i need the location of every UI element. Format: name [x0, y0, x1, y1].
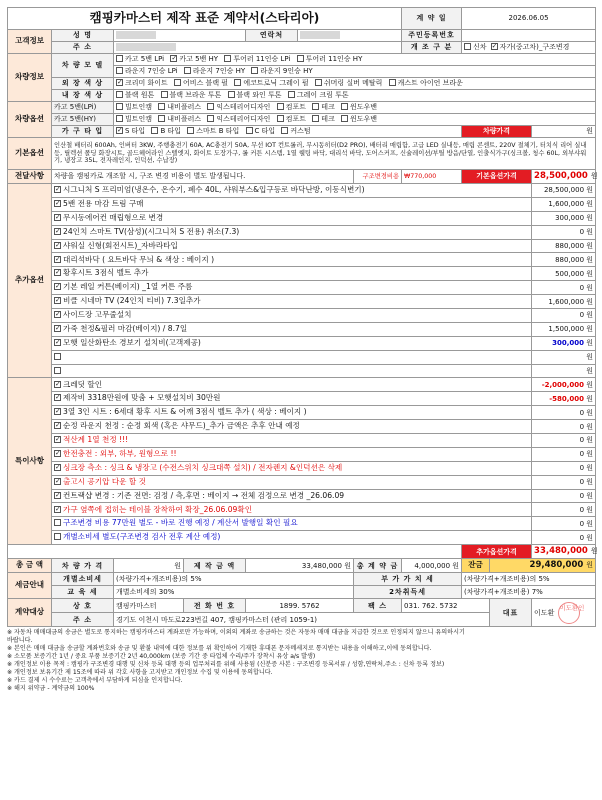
- note-line: ※ 본인은 매매 대금을 송금할 계좌번호와 송금 및 환불 내역에 대한 정보를 위 확인하여 기재한 휴대폰 문자메세지로 통지받는 내용을 이해하고,이에 동의합니다.: [7, 645, 432, 652]
- contact-label: 연락처: [246, 30, 298, 42]
- base-price-label: 기본옵션가격: [462, 170, 532, 184]
- checkbox[interactable]: [277, 103, 284, 110]
- added-option-row: [52, 267, 532, 281]
- checkbox-checked[interactable]: [54, 269, 61, 276]
- note-line: ※ 카드 결제 시 수수료는 고객측에서 부담하게 되심을 인지합니다.: [7, 676, 183, 684]
- furniture-option[interactable]: 커스텀: [281, 127, 310, 135]
- vehicle-option[interactable]: 윈도우밴: [341, 115, 377, 123]
- contract-title: 캠핑카마스터 제작 표준 계약서(스타리아): [8, 8, 402, 30]
- checkbox[interactable]: [389, 79, 396, 86]
- item-text: 제작비 3318만원에 맞춤 + 모햇설치비 30만원: [63, 393, 221, 403]
- item-price: 0 원: [532, 406, 596, 420]
- car-price-label: 차 량 가 격: [52, 559, 114, 573]
- note-line: ※ 자동차 매매대금의 송금은 별도로 통지하는 캠핑카마스터 계좌로만 가능하며, 이외의 계좌로 송금하는 것은 자동차 매매 대금을 지급한 것으로 인정되지 않으니 유의하시기: [7, 629, 465, 637]
- vehicle-option[interactable]: 익스테리어디자인: [207, 103, 270, 111]
- added-option-row: [52, 309, 532, 323]
- education-tax-value: 개별소비세의 30%: [114, 586, 354, 599]
- item-price: 원: [532, 350, 596, 364]
- interior-colors: [114, 90, 596, 102]
- item-text: 싱크장 측소 : 싱크 & 냉장고 (수전스위치 싱크대쪽 설치) / 전자렌지 &인덕션은 삭제: [63, 462, 343, 472]
- checkbox[interactable]: [54, 353, 61, 360]
- contract-table: [7, 7, 596, 627]
- item-text: 기본 레일 커튼(베이지) _1열 커튼 주름: [63, 282, 193, 292]
- delivery-section-label: 전달사항: [8, 170, 52, 184]
- checkbox[interactable]: [184, 67, 191, 74]
- type-used-car[interactable]: ✓ 자가(중고차)_구조변경: [491, 43, 570, 51]
- item-text: 가죽 천정&필러 마감(베이지) / 8.7일: [63, 323, 188, 333]
- checkbox[interactable]: [281, 127, 288, 134]
- item-price: 500,000 원: [532, 267, 596, 281]
- checkbox-checked[interactable]: [54, 436, 61, 443]
- note-line: ※ 개인정보 이용 목적 : 캠핑카 구조변경 대행 및 신차 등록 대행 등의 업무처리를 위해 사용됨 (신분증 사본 : 구조변경 등록서류 / 성함,연락처,주소 : 신차 등록 정보): [7, 660, 445, 668]
- checkbox-checked[interactable]: [116, 127, 123, 134]
- checkbox[interactable]: [315, 79, 322, 86]
- item-price: 0 원: [532, 447, 596, 461]
- checkbox-checked[interactable]: [54, 450, 61, 457]
- item-text: 한전충전 : 외부, 하부, 원형으로 !!: [63, 449, 177, 458]
- checkbox-checked[interactable]: [54, 214, 61, 221]
- item-text: 구조변경 비용 77만원 별도 - 바로 진행 예정 / 계산서 발행일 확인 필요: [63, 518, 298, 528]
- vehicle-model-label: 차 량 모 델: [52, 54, 114, 78]
- checkbox-checked[interactable]: [54, 325, 61, 332]
- item-price: -580,000 원: [532, 392, 596, 406]
- company-address: 경기도 이천시 마도로223번길 407, 캠핑카마스터 (관리 1059-1): [114, 613, 490, 627]
- item-price: 300,000 원: [532, 336, 596, 350]
- item-price: 0 원: [532, 281, 596, 295]
- checkbox-checked[interactable]: [54, 478, 61, 485]
- cargo-hy-label: 카고 5밴(HY): [52, 114, 114, 126]
- vehicle-option[interactable]: 테크: [312, 115, 335, 123]
- added-option-row: [52, 322, 532, 336]
- added-option-row: [52, 239, 532, 253]
- tax-section-label: 세금안내: [8, 573, 52, 599]
- checkbox-checked[interactable]: [54, 381, 61, 388]
- checkbox[interactable]: [54, 367, 61, 374]
- added-total: 33,480,000 원: [532, 545, 596, 559]
- special-note-row: [52, 489, 532, 503]
- acquisition-tax-label: 2차취득세: [354, 586, 462, 599]
- checkbox[interactable]: [158, 115, 165, 122]
- checkbox[interactable]: [187, 127, 194, 134]
- special-note-row: [52, 434, 532, 448]
- checkbox-checked[interactable]: [54, 297, 61, 304]
- checkbox[interactable]: [161, 91, 168, 98]
- item-price: 28,500,000 원: [532, 184, 596, 198]
- conversion-type-label: 개 조 구 분: [402, 42, 462, 54]
- model-option[interactable]: 라운지 9인승 HY: [251, 67, 312, 75]
- basic-options-text: 인산철 배터리 600Ah, 인버터 3KW, 주행충전기 60A, AC충전기 50A, 무선 IOT 컨트롤러, 무시동히터(D2 PRO), 배터리 매립함, 고급 LED 실내등, 매립 콘센트, 220V 절체기, 터치식 리어 실내등, 릴렉션 폴딩 화장시트, 골드헤어라인 스텔엣지, 화이트 도장가구, 롤 커튼 시스템, 1열 웰팅 바닥, 대리석 바닥, 도어스커프, 신슐레이션/부틸 방음/단열, 인출식가구(싱크볼, 청수 60L, 외부샤워기, 냉장고 35L, 전자레인지, 인덕션, 수납장): [52, 138, 596, 170]
- deposit-amount: 4,000,000 원: [402, 559, 462, 573]
- item-text: 5밴 전용 마감 트림 구매: [63, 198, 144, 208]
- checkbox-checked[interactable]: [491, 43, 498, 50]
- checkbox-checked[interactable]: [54, 408, 61, 415]
- exterior-color-option[interactable]: 캐스트 아이언 브라운: [389, 79, 463, 87]
- model-option[interactable]: 카고 5밴 LPi: [116, 55, 164, 63]
- item-price: 1,600,000 원: [532, 197, 596, 211]
- customer-address-field[interactable]: [114, 42, 402, 54]
- customer-contact-field[interactable]: [298, 30, 402, 42]
- checkbox[interactable]: [158, 103, 165, 110]
- structure-fee: ₩770,000: [402, 170, 462, 184]
- item-price: 880,000 원: [532, 239, 596, 253]
- address-label: 주 소: [52, 42, 114, 54]
- checkbox-checked[interactable]: [54, 256, 61, 263]
- item-price: 300,000 원: [532, 211, 596, 225]
- contract-date-label: 계 약 일: [402, 8, 462, 30]
- item-text: 사이드장 고무줄설치: [63, 310, 132, 320]
- model-option[interactable]: ✓ 카고 5밴 HY: [170, 55, 218, 63]
- note-line: 바랍니다.: [7, 637, 33, 645]
- added-option-row: [52, 253, 532, 267]
- delivery-note: 차량을 캠핑카로 개조할 시, 구조 변경 비용이 별도 발생됩니다.: [52, 170, 354, 184]
- cargo-lpi-label: 카고 5밴(LPi): [52, 102, 114, 114]
- structure-fee-label: 구조변경비용: [354, 170, 402, 184]
- checkbox-checked[interactable]: [54, 228, 61, 235]
- customer-name-field[interactable]: [114, 30, 246, 42]
- model-option[interactable]: 투어러 11인승 LPi: [224, 55, 290, 63]
- checkbox[interactable]: [54, 519, 61, 526]
- checkbox[interactable]: [207, 115, 214, 122]
- special-note-row: [52, 420, 532, 434]
- checkbox[interactable]: [246, 127, 253, 134]
- production-amount-label: 제 작 금 액: [184, 559, 246, 573]
- checkbox[interactable]: [54, 533, 61, 540]
- car-price: 원: [114, 559, 184, 573]
- company-name: 캠핑카마스터: [114, 599, 184, 613]
- added-option-row: [52, 225, 532, 239]
- added-option-row: [52, 336, 532, 350]
- added-options: [8, 184, 596, 378]
- note-line: ※ 개인정보 보유기간 제 15조에 따라 위 각호 사항을 고지받고 개인정보 수집 및 이용에 동의합니다.: [7, 668, 273, 676]
- checkbox-checked[interactable]: [54, 186, 61, 193]
- contract-date: 2026.06.05: [462, 8, 596, 30]
- checkbox[interactable]: [174, 79, 181, 86]
- item-price: 원: [532, 364, 596, 378]
- vat-value: (차량가격+개조비용)의 5%: [462, 573, 596, 586]
- checkbox-checked[interactable]: [54, 200, 61, 207]
- item-price: 0 원: [532, 420, 596, 434]
- checkbox[interactable]: [151, 127, 158, 134]
- item-price: 0 원: [532, 461, 596, 475]
- exterior-color-option[interactable]: 에코트로닉 그레이 펄: [234, 79, 308, 87]
- acquisition-tax-value: (차량가격+개조비용) 7%: [462, 586, 596, 599]
- id-number-label: 주민등록번호: [402, 30, 462, 42]
- furniture-option[interactable]: 스마트 B 타입: [187, 127, 239, 135]
- vehicle-option[interactable]: 테크: [312, 103, 335, 111]
- item-price: 0 원: [532, 225, 596, 239]
- item-price: 1,600,000 원: [532, 295, 596, 309]
- item-price: 880,000 원: [532, 253, 596, 267]
- special-note-row: [52, 392, 532, 406]
- item-text: 적산계 1열 천정 !!!: [63, 435, 129, 445]
- item-price: 0 원: [532, 489, 596, 503]
- exterior-color-option[interactable]: 쉬머링 실버 메탈릭: [315, 79, 383, 87]
- exterior-color-option[interactable]: ✓ 크리미 화이트: [116, 79, 168, 87]
- checkbox[interactable]: [116, 115, 123, 122]
- note-line: ※ 소모품 보증기간 1년 / 중요 부품 보증기간 2년 40,000km (보증 기간 중 타업체 수리/주가 장착시 유상 a/s 발생): [7, 652, 316, 660]
- special-section-label: 특이사항: [8, 378, 52, 545]
- base-price: 28,500,000 원: [532, 170, 596, 184]
- phone-number: 1899. 5762: [246, 599, 354, 613]
- basic-options-section-label: 기본옵션: [8, 138, 52, 170]
- fax-number: 031. 762. 5732: [402, 599, 490, 613]
- excise-label: 개별소비세: [52, 573, 114, 586]
- added-option-row: [52, 295, 532, 309]
- item-text: 대리석바닥 ( 요트바닥 무늬 & 색상 : 베이지 ): [63, 254, 215, 264]
- item-text: 시그니처 S 프리미엄(냉온수, 온수기, 폐수 40L, 샤워부스&입구등로 바닥난방, 이동식변기): [63, 185, 365, 195]
- interior-color-label: 내 장 색 상: [52, 90, 114, 102]
- item-text: 무시동에어컨 매립형으로 변경: [63, 212, 164, 222]
- special-note-row: [52, 503, 532, 517]
- checkbox-checked[interactable]: [54, 394, 61, 401]
- model-option[interactable]: 라운지 7인승 LPi: [116, 67, 178, 75]
- special-note-row: [52, 461, 532, 475]
- item-text: 출고시 공기압 다운 할 것: [63, 476, 147, 486]
- added-option-row: [52, 211, 532, 225]
- company-seal: 이도환인: [558, 602, 580, 624]
- vehicle-option[interactable]: 컴포트: [277, 115, 306, 123]
- item-price: 0 원: [532, 503, 596, 517]
- redacted-name: [116, 31, 156, 39]
- checkbox-checked[interactable]: [54, 283, 61, 290]
- furniture-option[interactable]: C 타입: [246, 127, 276, 135]
- excise-value: (차량가격+개조비용)의 5%: [114, 573, 354, 586]
- item-text: 모햇 일산화탄소 경보기 설치비(고객제공): [63, 337, 201, 347]
- item-text: 컨트랙샵 변경 : 기존 전면: 검정 / 측,후면 : 베이지 → 전체 검정으로 변경 _26.06.09: [63, 490, 345, 500]
- representative: 이도환이도환인: [532, 599, 596, 627]
- checkbox-checked[interactable]: [54, 311, 61, 318]
- cargo-hy-options: [114, 114, 596, 126]
- furniture-option[interactable]: B 타입: [151, 127, 181, 135]
- checkbox[interactable]: [234, 79, 241, 86]
- added-option-row: [52, 350, 532, 364]
- special-note-row: [52, 475, 532, 489]
- model-option[interactable]: 투어러 11인승 HY: [297, 55, 363, 63]
- item-text: 샤워실 신형(회전시트)_자바라타입: [63, 240, 178, 250]
- vehicle-option[interactable]: 내비플러스: [158, 103, 201, 111]
- checkbox-checked[interactable]: [54, 506, 61, 513]
- checkbox-checked[interactable]: [170, 55, 177, 62]
- special-note-row: [52, 447, 532, 461]
- vehicle-option[interactable]: 빌트인캠: [116, 115, 152, 123]
- production-amount: 33,480,000 원: [246, 559, 354, 573]
- model-row-1: [114, 54, 596, 66]
- furniture-option[interactable]: ✓ S 타입: [116, 127, 145, 135]
- item-price: 0 원: [532, 434, 596, 448]
- item-text: 3열 3인 시트 : 6세대 황후 시트 & 어깨 3점식 벨트 추가 ( 색상 : 베이지 ): [63, 407, 307, 417]
- checkbox-checked[interactable]: [54, 242, 61, 249]
- exterior-color-label: 외 장 색 상: [52, 78, 114, 90]
- checkbox[interactable]: [312, 115, 319, 122]
- checkbox[interactable]: [341, 103, 348, 110]
- company-label: 상 호: [52, 599, 114, 613]
- customer-section-label: 고객정보: [8, 30, 52, 54]
- customer-id-field[interactable]: [462, 30, 596, 42]
- furniture-types: [114, 126, 462, 138]
- total-spacer: [8, 545, 462, 559]
- checkbox[interactable]: [464, 43, 471, 50]
- model-row-2: [114, 66, 596, 78]
- checkbox[interactable]: [224, 55, 231, 62]
- item-price: 0 원: [532, 475, 596, 489]
- total-section-label: 총 금 액: [8, 559, 52, 573]
- added-option-row: [52, 197, 532, 211]
- special-note-row: [52, 517, 532, 531]
- special-note-row: [52, 531, 532, 545]
- type-new-car[interactable]: 신차: [464, 43, 487, 51]
- vehicle-section-label: 차량정보: [8, 54, 52, 102]
- checkbox-checked[interactable]: [54, 422, 61, 429]
- item-text: 크레딧 할인: [63, 379, 103, 389]
- vehicle-option[interactable]: 내비플러스: [158, 115, 201, 123]
- checkbox[interactable]: [228, 91, 235, 98]
- redacted-address: [116, 43, 176, 51]
- item-price: -2,000,000 원: [532, 378, 596, 392]
- interior-color-option[interactable]: 블랙 브라운 투톤: [161, 91, 222, 99]
- item-price: 0 원: [532, 531, 596, 545]
- checkbox[interactable]: [116, 55, 123, 62]
- interior-color-option[interactable]: 블랙 와인 투톤: [228, 91, 282, 99]
- terms-notes: [7, 629, 595, 692]
- checkbox[interactable]: [116, 103, 123, 110]
- added-section-label: 추가옵션: [8, 184, 52, 378]
- checkbox[interactable]: [297, 55, 304, 62]
- name-label: 성 명: [52, 30, 114, 42]
- vehicle-price-unit: 원: [532, 126, 596, 138]
- balance-label: 잔금: [462, 559, 490, 573]
- checkbox[interactable]: [288, 91, 295, 98]
- item-text: 24인치 스마트 TV(삼성)(시그니처 S 전용) 취소(7.3): [63, 226, 240, 236]
- vehicle-option[interactable]: 윈도우밴: [341, 103, 377, 111]
- company-address-label: 주 소: [52, 613, 114, 627]
- added-option-row: [52, 281, 532, 295]
- exterior-color-option[interactable]: 어비스 블랙 펄: [174, 79, 228, 87]
- item-price: 1,500,000 원: [532, 322, 596, 336]
- vehicle-price-label: 차량가격: [462, 126, 532, 138]
- party-section-label: 계약대상: [8, 599, 52, 627]
- checkbox[interactable]: [341, 115, 348, 122]
- added-option-row: [52, 184, 532, 198]
- interior-color-option[interactable]: 그레이 크림 투톤: [288, 91, 349, 99]
- phone-label: 전 화 번 호: [184, 599, 246, 613]
- item-text: 황후시트 3점식 벨트 추가: [63, 268, 149, 278]
- special-note-row: [52, 378, 532, 392]
- checkbox-checked[interactable]: [54, 464, 61, 471]
- checkbox-checked[interactable]: [54, 492, 61, 499]
- checkbox-checked[interactable]: [116, 79, 123, 86]
- checkbox[interactable]: [116, 67, 123, 74]
- model-option[interactable]: 라운지 7인승 HY: [184, 67, 245, 75]
- education-tax-label: 교 육 세: [52, 586, 114, 599]
- special-notes: [8, 378, 596, 545]
- added-option-row: [52, 364, 532, 378]
- item-text: 순정 라운지 천정 : 순정 회색 (혹은 샤무드)_추가 금액은 추후 안내 예정: [63, 421, 300, 431]
- added-total-label: 추가옵션가격: [462, 545, 532, 559]
- fax-label: 팩 스: [354, 599, 402, 613]
- item-text: 가구 옆쪽에 접히는 테이블 장착하여 확장_26.06.09확인: [63, 504, 253, 514]
- vehicle-option[interactable]: 빌트인캠: [116, 103, 152, 111]
- cargo-lpi-options: [114, 102, 596, 114]
- checkbox[interactable]: [251, 67, 258, 74]
- item-price: 0 원: [532, 309, 596, 323]
- checkbox[interactable]: [312, 103, 319, 110]
- item-price: 0 원: [532, 517, 596, 531]
- vat-label: 부 가 가 치 세: [354, 573, 462, 586]
- vehicle-option[interactable]: 익스테리어디자인: [207, 115, 270, 123]
- checkbox[interactable]: [277, 115, 284, 122]
- vehicle-option[interactable]: 컴포트: [277, 103, 306, 111]
- note-line: ※ 해지 위약금 - 계약금의 100%: [7, 684, 95, 692]
- interior-color-option[interactable]: 블랙 원톤: [116, 91, 154, 99]
- item-text: 개별소비세 별도(구조변경 검사 전후 계산 예정): [63, 532, 221, 542]
- furniture-type-label: 가 구 타 입: [52, 126, 114, 138]
- exterior-colors: [114, 78, 596, 90]
- contract-document: [7, 7, 598, 793]
- representative-label: 대표: [490, 599, 532, 627]
- special-note-row: [52, 406, 532, 420]
- redacted-contact: [300, 31, 340, 39]
- balance-amount: 29,480,000 원: [490, 559, 596, 573]
- contract-total-label: 총 계 약 금: [354, 559, 402, 573]
- vehicle-options-section-label: 차량옵션: [8, 102, 52, 138]
- item-text: 비클 시네마 TV (24인치 티비) 7.3일추가: [63, 296, 201, 306]
- checkbox[interactable]: [207, 103, 214, 110]
- checkbox-checked[interactable]: [54, 339, 61, 346]
- checkbox[interactable]: [116, 91, 123, 98]
